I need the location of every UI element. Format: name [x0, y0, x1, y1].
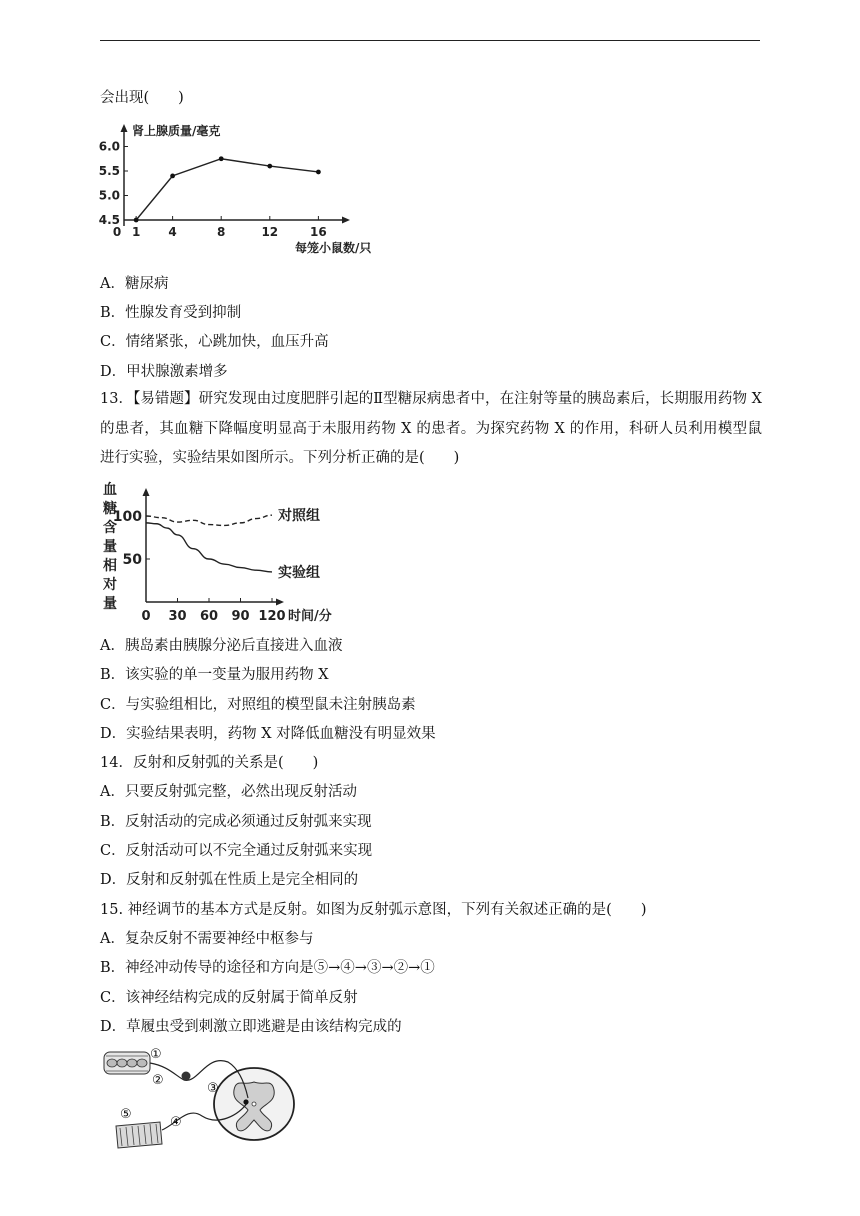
chart1-xtick-label: 1	[131, 225, 141, 239]
chart2-ylabel-char: 对	[103, 577, 117, 593]
q14-stem: 14．反射和反射弧的关系是( )	[100, 755, 319, 771]
chart2-ylabel-char: 含	[103, 520, 117, 536]
q12-option-d: D．甲状腺激素增多	[100, 364, 228, 380]
chart2-ylabel-char: 量	[103, 596, 117, 612]
label-2: ②	[152, 1073, 164, 1088]
chart1-xtick-label: 16	[310, 225, 327, 239]
chart2-xtick-label: 60	[199, 609, 219, 624]
adrenal-mass-chart	[98, 118, 398, 260]
chart1-ytick-label: 5.0	[98, 188, 120, 203]
chart2-xtick-label: 0	[141, 609, 151, 624]
label-4: ④	[170, 1115, 182, 1130]
chart1-ytick-label: 4.5	[98, 213, 120, 227]
q14-option-b: B．反射活动的完成必须通过反射弧来实现	[100, 814, 372, 830]
q15-option-a: A．复杂反射不需要神经中枢参与	[100, 931, 314, 947]
chart1-data-point	[267, 164, 272, 169]
chart1-data-point	[134, 218, 139, 223]
chart1-data-point	[219, 156, 224, 161]
label-3: ③	[207, 1081, 219, 1096]
chart2-xtick-label: 90	[231, 609, 250, 624]
chart2-xtick-label: 30	[168, 609, 187, 624]
label-5: ⑤	[120, 1107, 132, 1122]
chart2-xlabel: 时间/分	[288, 609, 332, 624]
chart1-ytick-label: 5.5	[98, 164, 120, 178]
chart2-series-1-label: 对照组	[278, 508, 320, 525]
chart2-series-1-line	[146, 515, 272, 525]
chart2-ylabel	[102, 481, 117, 612]
synapse-dot	[243, 1099, 248, 1104]
q15-option-b: B．神经冲动传导的途径和方向是⑤→④→③→②→①	[100, 960, 435, 976]
q13-stem	[100, 385, 762, 474]
q15-option-d: D．草履虫受到刺激立即逃避是由该结构完成的	[100, 1019, 402, 1035]
chart1-xtick-label: 8	[217, 225, 226, 239]
skin-receptor	[104, 1052, 150, 1074]
chart2-axes	[143, 488, 285, 606]
q13-stem-text: 研究发现由过度肥胖引起的Ⅱ型糖尿病患者中，在注射等量的胰岛素后，长期服用药物 X 的患者，其血糖下降幅度明显高于未服用药物 X 的患者。为探究药物 X 的作用，科研人员利用模型鼠进行实验，实验结果如图所示。下列分析正确的是( )	[100, 391, 762, 466]
q14-option-a: A．只要反射弧完整，必然出现反射活动	[100, 784, 357, 800]
chart1-data-point	[170, 174, 175, 179]
chart1-ytick-label: 6.0	[98, 139, 120, 154]
q12-stem-tail: 会出现( )	[100, 90, 184, 106]
label-1: ①	[150, 1047, 162, 1062]
chart2-ytick-label: 100	[112, 509, 142, 525]
chart2-series-2-label: 实验组	[278, 564, 320, 581]
q13-tag: 【易错题】	[133, 391, 199, 407]
q13-option-c: C．与实验组相比，对照组的模型鼠未注射胰岛素	[100, 697, 416, 713]
chart1-ylabel: 肾上腺质量/毫克	[132, 124, 221, 138]
chart1-xtick-label: 0	[112, 225, 122, 239]
q13-option-a: A．胰岛素由胰腺分泌后直接进入血液	[100, 638, 343, 654]
chart2-ylabel-char: 血	[103, 482, 117, 498]
muscle-effector	[116, 1122, 162, 1148]
q13-option-d: D．实验结果表明，药物 X 对降低血糖没有明显效果	[100, 726, 436, 742]
chart2-series-2-line	[146, 523, 272, 572]
ganglion	[182, 1072, 191, 1081]
chart2-ylabel-char: 相	[103, 558, 117, 574]
chart1-series-line	[136, 159, 318, 220]
chart1-xlabel: 每笼小鼠数/只	[295, 241, 372, 255]
q14-option-d: D．反射和反射弧在性质上是完全相同的	[100, 872, 359, 888]
header-rule	[100, 40, 760, 41]
chart1-xtick-label: 12	[261, 225, 279, 239]
chart1-xtick-label: 4	[168, 225, 177, 239]
q14-option-c: C．反射活动可以不完全通过反射弧来实现	[100, 843, 373, 859]
q15-stem: 15. 神经调节的基本方式是反射。如图为反射弧示意图，下列有关叙述正确的是( )	[100, 902, 647, 918]
q12-option-c: C．情绪紧张，心跳加快，血压升高	[100, 334, 329, 350]
chart2-xtick-label: 120	[258, 609, 286, 624]
reflex-arc-figure	[98, 1046, 308, 1156]
q15-option-c: C．该神经结构完成的反射属于简单反射	[100, 990, 358, 1006]
chart2-ylabel-char: 量	[103, 539, 117, 555]
q13-option-b: B．该实验的单一变量为服用药物 X	[100, 667, 329, 683]
chart1-axes	[121, 124, 351, 226]
chart1-data-point	[316, 170, 321, 175]
q12-option-b: B．性腺发育受到抑制	[100, 305, 242, 321]
chart2-ylabel-char: 糖	[103, 501, 117, 517]
q13-number: 13．	[100, 391, 134, 407]
blood-sugar-chart	[98, 478, 360, 628]
q12-option-a: A．糖尿病	[100, 276, 169, 292]
chart2-ytick-label: 50	[122, 552, 142, 568]
spinal-cord	[214, 1068, 294, 1140]
